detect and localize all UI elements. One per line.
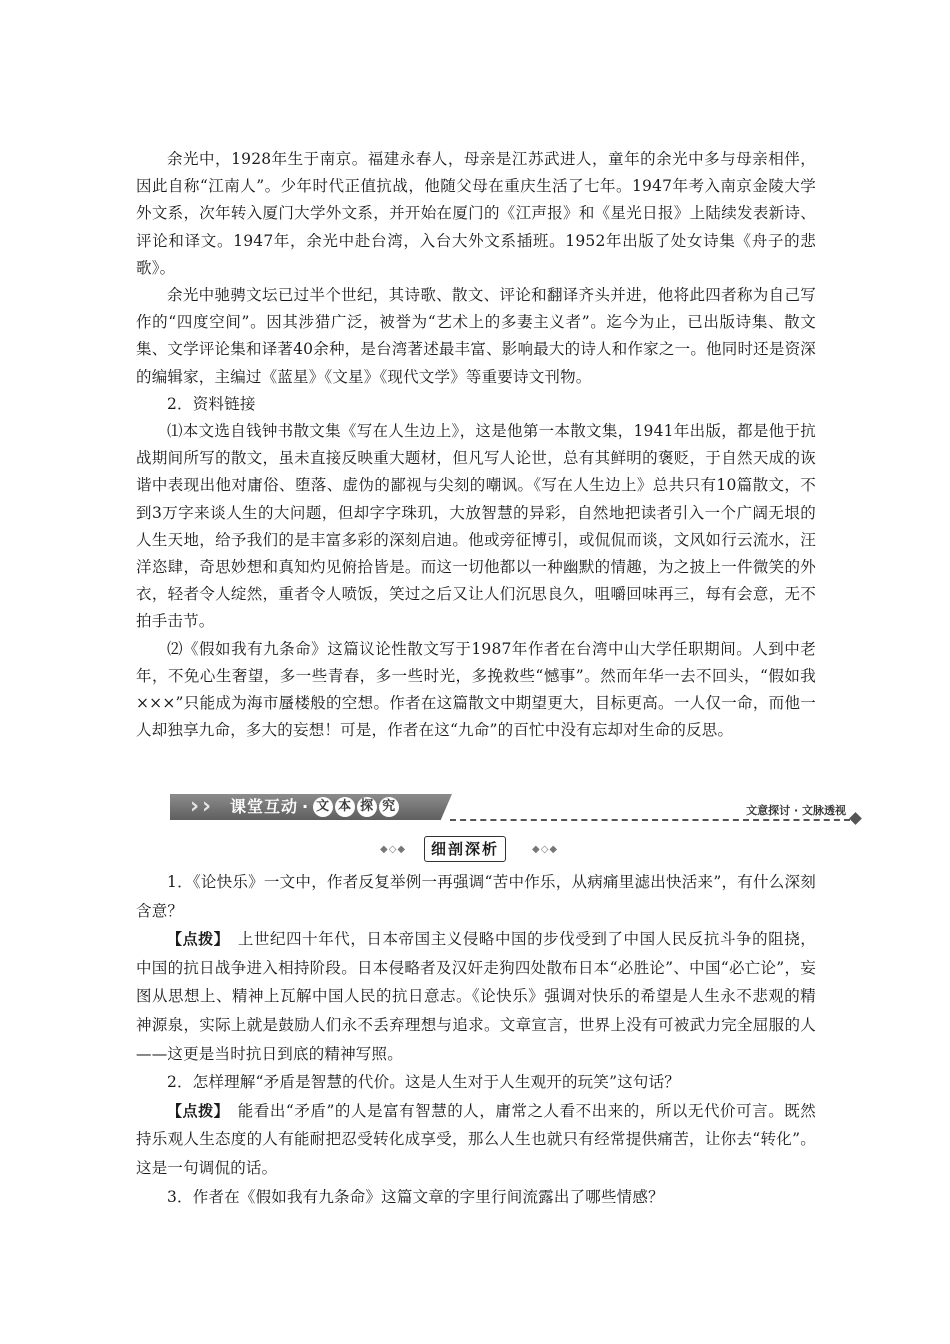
answer-1 xyxy=(136,925,816,1068)
author-career-paragraph: 余光中驰骋文坛已过半个世纪，其诗歌、散文、评论和翻译齐头并进，他将此四者称为自己写作的“四度空间”。因其涉猎广泛，被誉为“艺术上的多妻主义者”。迄今为止，已出版诗集、散文集、文学评论集和译著40余种，是台湾著述最丰富、影响最大的诗人和作家之一。他同时还是资深的编辑家，主编过《蓝星》《文星》《现代文学》等重要诗文刊物。 xyxy=(136,286,816,386)
section-heading: 2．资料链接 xyxy=(167,394,256,413)
answer-2-text: 能看出“矛盾”的人是富有智慧的人，庸常之人看不出来的，所以无代价可言。既然持乐观人生态度的人有能耐把忍受转化成享受，那么人生也就只有经常提供痛苦，让你去“转化”。这是一句调侃的话。 xyxy=(136,1101,816,1177)
banner-char-3: 探 xyxy=(357,797,377,817)
banner-char-4: 究 xyxy=(379,797,399,817)
qa-section xyxy=(136,868,816,1211)
banner-separator: · xyxy=(302,797,310,816)
question-1: 1．《论快乐》一文中，作者反复举例一再强调“苦中作乐，从病痛里滤出快活来”，有什么深刻含意？ xyxy=(136,873,816,920)
banner-title xyxy=(230,794,401,820)
banner-char-2: 本 xyxy=(335,797,355,817)
banner-rule xyxy=(450,819,850,821)
chevron-right-icon: › xyxy=(190,794,200,819)
subsection-title: 细剖深析 xyxy=(424,836,506,862)
source-note-1: ⑴本文选自钱钟书散文集《写在人生边上》，这是他第一本散文集，1941年出版，都是他于抗战期间所写的散文，虽未直接反映重大题材，但凡写人论世，总有其鲜明的褒贬，于自然天成的诙谐中表现出他对庸俗、堕落、虚伪的鄙视与尖刻的嘲讽。《写在人生边上》总共只有10篇散文，不到3万字来谈人生的大问题，但却字字珠玑，大放智慧的异彩，自然地把读者引入一个广阔无垠的人生天地，给予我们的是丰富多彩的深刻启迪。他或旁征博引，或侃侃而谈，文风如行云流水，汪洋恣肆，奇思妙想和真知灼见俯拾皆是。而这一切他都以一种幽默的情趣，为之披上一件微笑的外衣，轻者令人绽然，重者令人喷饭，笑过之后又让人们沉思良久，咀嚼回味再三，每有会意，无不拍手击节。 xyxy=(136,422,816,631)
source-note-2: ⑵《假如我有九条命》这篇议论性散文写于1987年作者在台湾中山大学任职期间。人到中老年，不免心生奢望，多一些青春，多一些时光，多挽救些“憾事”。然而年华一去不回头，“假如我×××”只能成为海市蜃楼般的空想。作者在这篇散文中期望更大，目标更高。一人仅一命，而他一人却独享九命，多大的妄想！可是，作者在这“九命”的百忙中没有忘却对生命的反思。 xyxy=(136,639,816,740)
banner-subtitle: 文意探讨 · 文脉透视 xyxy=(746,804,846,817)
hint-tag: 【点拨】 xyxy=(167,1101,222,1120)
hint-tag: 【点拨】 xyxy=(167,930,222,949)
question-3: 3．作者在《假如我有九条命》这篇文章的字里行间流露出了哪些情感？ xyxy=(167,1187,664,1206)
banner-char-1: 文 xyxy=(313,797,333,817)
diamond-icon xyxy=(849,812,862,825)
diamond-ornament-right-icon: ◆◇◆ xyxy=(532,844,559,855)
section-banner xyxy=(170,792,860,826)
intro-section xyxy=(136,146,816,744)
diamond-ornament-left-icon: ◆◇◆ xyxy=(380,844,407,855)
question-2: 2．怎样理解“矛盾是智慧的代价。这是人生对于人生观开的玩笑”这句话？ xyxy=(167,1073,681,1092)
subsection-heading xyxy=(380,836,570,862)
author-bio-paragraph: 余光中，1928年生于南京。福建永春人，母亲是江苏武进人，童年的余光中多与母亲相伴，因此自称“江南人”。少年时代正值抗战，他随父母在重庆生活了七年。1947年考入南京金陵大学外文系，次年转入厦门大学外文系，并开始在厦门的《江声报》和《星光日报》上陆续发表新诗、评论和译文。1947年，余光中赴台湾，入台大外文系插班。1952年出版了处女诗集《舟子的悲歌》。 xyxy=(136,150,816,277)
answer-1-text: 上世纪四十年代，日本帝国主义侵略中国的步伐受到了中国人民反抗斗争的阻挠，中国的抗日战争进入相持阶段。日本侵略者及汉奸走狗四处散布日本“必胜论”、中国“必亡论”，妄图从思想上、精神上瓦解中国人民的抗日意志。《论快乐》强调对快乐的希望是人生永不悲观的精神源泉，实际上就是鼓励人们永不丢弃理想与追求。文章宣言，世界上没有可被武力完全屈服的人——这更是当时抗日到底的精神写照。 xyxy=(136,930,816,1063)
banner-label: 课堂互动 xyxy=(230,797,299,816)
chevron-right-icon: › xyxy=(202,794,212,819)
answer-2 xyxy=(136,1097,816,1183)
